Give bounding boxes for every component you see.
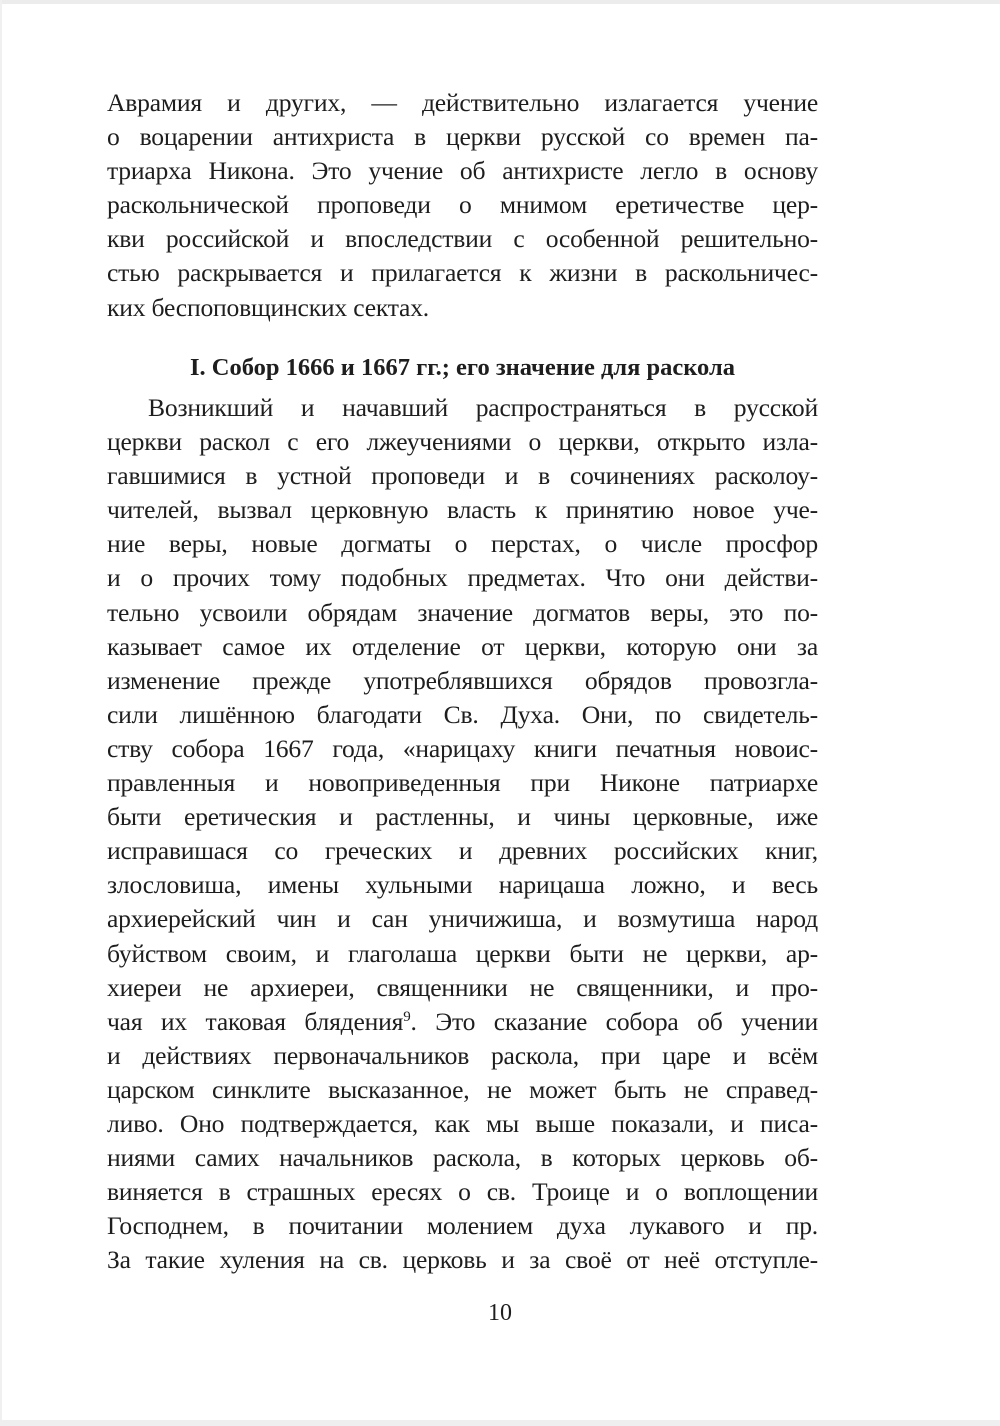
paragraph-2-line: злословиша, имены хульными нарицаша ложно, и весь <box>107 870 818 900</box>
line-text: чая их таковая блядения <box>107 1006 404 1036</box>
footnote-reference[interactable]: 9 <box>403 1008 411 1025</box>
paragraph-1-line: раскольнической проповеди о мнимом еретичестве цер- <box>107 190 818 220</box>
paragraph-2-line: чителей, вызвал церковную власть к принятию новое уче- <box>107 495 818 525</box>
paragraph-1-line: Аврамия и других, — действительно излагается учение <box>107 88 818 117</box>
paragraph-1-line: кви российской и впоследствии с особенной решительно- <box>107 224 818 254</box>
section-heading: I. Собор 1666 и 1667 гг.; его значение для раскола <box>190 354 735 381</box>
paragraph-2-line-with-footnote <box>107 1005 818 1039</box>
paragraph-2-line: ние веры, новые догматы о перстах, о числе просфор <box>107 529 818 559</box>
paragraph-2-line: гавшимися в устной проповеди и в сочинениях расколоу- <box>107 461 818 491</box>
paragraph-2-line: ливо. Оно подтверждается, как мы выше показали, и писа- <box>107 1108 818 1138</box>
paragraph-2-line: изменение прежде употреблявшихся обрядов провозгла- <box>107 665 818 695</box>
paragraph-2-line: церкви раскол с его лжеучениями о церкви, открыто изла- <box>107 427 818 457</box>
paragraph-2-line: сили лишённою благодати Св. Духа. Они, по свидетель- <box>107 699 818 729</box>
paragraph-2-line: буйством своим, и глаголаша церкви быти не церкви, ар- <box>107 938 818 968</box>
paragraph-1 <box>107 86 818 325</box>
page-number: 10 <box>488 1300 512 1326</box>
paragraph-1-line: о воцарении антихриста в церкви русской со времен па- <box>107 122 818 152</box>
paragraph-2-line: тельно усвоили обрядам значение догматов веры, это по- <box>107 597 818 627</box>
page-edge-bottom <box>0 1420 1000 1426</box>
paragraph-1-line: стью раскрывается и прилагается к жизни в раскольничес- <box>107 258 818 288</box>
paragraph-2-line: казывает самое их отделение от церкви, которую они за <box>107 631 818 661</box>
paragraph-2-line: и действиях первоначальников раскола, при царе и всём <box>107 1040 818 1070</box>
paragraph-2-line: хиереи не архиереи, священники не священники, и про- <box>107 972 818 1002</box>
page-edge-top <box>0 0 1000 4</box>
paragraph-2-line: Господнем, в почитании молением духа лукавого и пр. <box>107 1211 818 1241</box>
paragraph-2-line: и о прочих тому подобных предметах. Что они действи- <box>107 563 818 593</box>
paragraph-1-line: ких беспоповщинских сектах. <box>107 292 430 322</box>
paragraph-2-line: Возникший и начавший распространяться в русской <box>148 393 818 422</box>
page-edge-left <box>0 0 2 1426</box>
paragraph-2-line: За такие хуления на св. церковь и за своё от неё отступле- <box>107 1245 818 1275</box>
paragraph-2-line: исправишася со греческих и древних российских книг, <box>107 836 818 866</box>
paragraph-2 <box>107 391 818 1277</box>
paragraph-2-line: правленныя и новоприведенныя при Никоне патриархе <box>107 768 818 798</box>
paragraph-2-line: царском синклите высказанное, не может быть не справед- <box>107 1074 818 1104</box>
paragraph-2-line: быти еретическия и растленны, и чины церковные, иже <box>107 802 818 832</box>
paragraph-2-line: виняется в страшных ересях о св. Троице и о воплощении <box>107 1177 818 1207</box>
line-text-tail: . Это сказание собора об учении <box>410 1006 818 1036</box>
paragraph-1-line: триарха Никона. Это учение об антихристе легло в основу <box>107 156 818 186</box>
paragraph-2-line: ству собора 1667 года, «нарицаху книги печатныя новоис- <box>107 733 818 763</box>
paragraph-2-line: ниями самих начальников раскола, в которых церковь об- <box>107 1143 818 1173</box>
paragraph-2-line: архиерейский чин и сан уничижиша, и возмутиша народ <box>107 904 818 934</box>
